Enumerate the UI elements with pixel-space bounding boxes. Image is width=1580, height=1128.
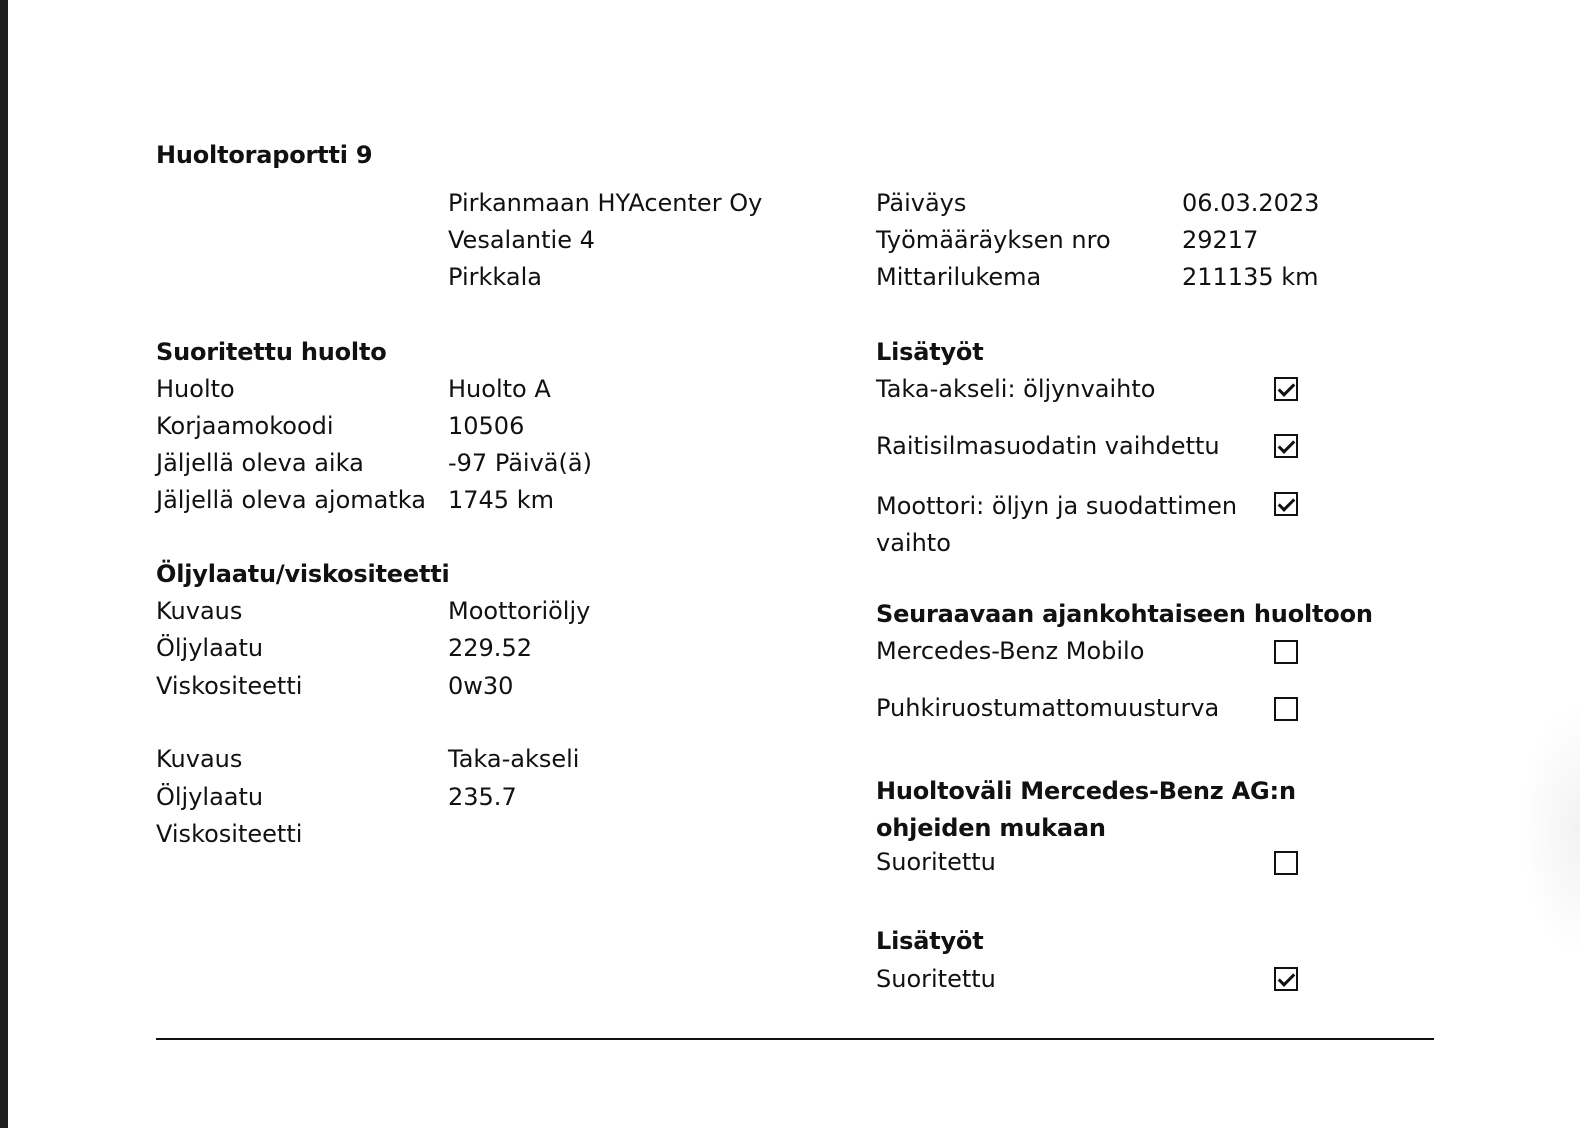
extra-work2-heading: Lisätyöt [876, 927, 984, 955]
bottom-divider [156, 1038, 1434, 1040]
extra-work2-item-label: Suoritettu [876, 965, 996, 993]
oil1-viscosity-value: 0w30 [448, 672, 514, 700]
extra-work2-checkbox[interactable] [1274, 967, 1298, 991]
interval-heading: Huoltoväli Mercedes-Benz AG:n ohjeiden mukaan [876, 777, 1296, 842]
remaining-distance-value: 1745 km [448, 486, 554, 514]
odometer-label: Mittarilukema [876, 263, 1042, 291]
work-order-value: 29217 [1182, 226, 1259, 254]
remaining-time-value: -97 Päivä(ä) [448, 449, 592, 477]
workshop-code-value: 10506 [448, 412, 525, 440]
odometer-value: 211135 km [1182, 263, 1319, 291]
remaining-distance-label: Jäljellä oleva ajomatka [156, 486, 426, 514]
next-service-checkbox[interactable] [1274, 697, 1298, 721]
date-label: Päiväys [876, 189, 967, 217]
left-edge-bar [0, 0, 8, 1128]
report-title: Huoltoraportti 9 [156, 141, 373, 169]
oil-heading: Öljylaatu/viskositeetti [156, 560, 450, 588]
oil1-quality-label: Öljylaatu [156, 634, 264, 662]
extra-work-item-label: Taka-akseli: öljynvaihto [876, 375, 1156, 403]
next-service-checkbox[interactable] [1274, 640, 1298, 664]
dealer-name: Pirkanmaan HYAcenter Oy [448, 189, 763, 217]
interval-item-label: Suoritettu [876, 848, 996, 876]
work-order-label: Työmääräyksen nro [876, 226, 1111, 254]
dealer-street: Vesalantie 4 [448, 226, 595, 254]
service-type-label: Huolto [156, 375, 235, 403]
extra-work-heading: Lisätyöt [876, 338, 984, 366]
date-value: 06.03.2023 [1182, 189, 1320, 217]
next-service-heading: Seuraavaan ajankohtaiseen huoltoon [876, 600, 1373, 628]
oil1-description-value: Moottoriöljy [448, 597, 591, 625]
oil1-quality-value: 229.52 [448, 634, 532, 662]
oil2-description-label: Kuvaus [156, 745, 243, 773]
oil2-description-value: Taka-akseli [448, 745, 580, 773]
oil1-description-label: Kuvaus [156, 597, 243, 625]
oil1-viscosity-label: Viskositeetti [156, 672, 303, 700]
next-service-item-label: Puhkiruostumattomuusturva [876, 694, 1220, 722]
extra-work-item-label: Moottori: öljyn ja suodattimen vaihto [876, 492, 1238, 557]
interval-checkbox[interactable] [1274, 851, 1298, 875]
next-service-item-label: Mercedes-Benz Mobilo [876, 637, 1145, 665]
service-heading: Suoritettu huolto [156, 338, 387, 366]
service-type-value: Huolto A [448, 375, 551, 403]
extra-work-checkbox[interactable] [1274, 434, 1298, 458]
remaining-time-label: Jäljellä oleva aika [156, 449, 364, 477]
dealer-city: Pirkkala [448, 263, 542, 291]
oil2-quality-value: 235.7 [448, 783, 517, 811]
extra-work-item-label: Raitisilmasuodatin vaihdettu [876, 432, 1220, 460]
page-shadow [1520, 700, 1580, 960]
workshop-code-label: Korjaamokoodi [156, 412, 334, 440]
oil2-quality-label: Öljylaatu [156, 783, 264, 811]
extra-work-checkbox[interactable] [1274, 377, 1298, 401]
oil2-viscosity-label: Viskositeetti [156, 820, 303, 848]
extra-work-checkbox[interactable] [1274, 492, 1298, 516]
